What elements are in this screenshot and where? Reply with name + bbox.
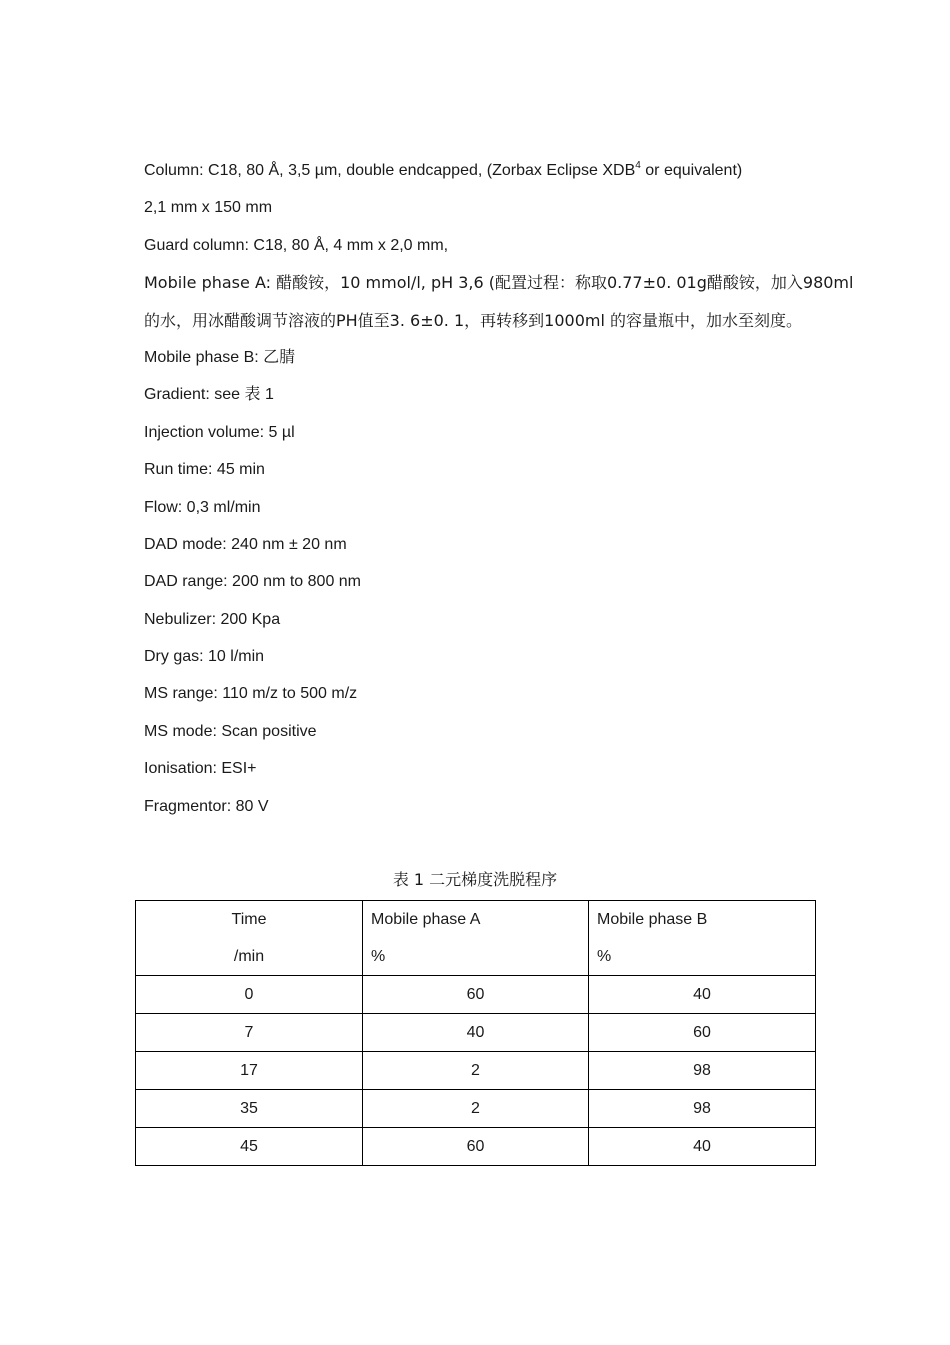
method-parameters	[144, 152, 854, 825]
cell-time: 45	[136, 1128, 363, 1166]
header-mobile-phase-b-unit: %	[597, 948, 612, 965]
param-column-text: Column: C18, 80 Å, 3,5 µm, double endcapped, (Zorbax Eclipse XDB	[144, 162, 636, 179]
param-nebulizer: Nebulizer: 200 Kpa	[144, 610, 281, 628]
param-mobile-phase-b: Mobile phase B: 乙腈	[144, 348, 296, 366]
param-column	[144, 152, 824, 189]
cell-mobile-phase-a: 40	[363, 1014, 589, 1052]
cell-time: 35	[136, 1090, 363, 1128]
cell-mobile-phase-a: 60	[363, 976, 589, 1014]
header-mobile-phase-b-label: Mobile phase B	[597, 911, 708, 928]
header-mobile-phase-a-unit: %	[371, 948, 386, 965]
cell-mobile-phase-b: 60	[589, 1014, 816, 1052]
table-row	[136, 1128, 816, 1166]
table-header-row	[136, 901, 816, 976]
table-caption: 表 1 二元梯度洗脱程序	[392, 870, 558, 889]
param-ms-mode: MS mode: Scan positive	[144, 722, 317, 740]
param-dad-range: DAD range: 200 nm to 800 nm	[144, 573, 362, 591]
cell-mobile-phase-b: 40	[589, 976, 816, 1014]
footnote-ref: 4	[635, 160, 641, 171]
param-dimensions: 2,1 mm x 150 mm	[144, 199, 273, 217]
table-row	[136, 1052, 816, 1090]
header-mobile-phase-a	[363, 901, 589, 976]
table-row	[136, 976, 816, 1014]
param-dry-gas: Dry gas: 10 l/min	[144, 648, 265, 666]
gradient-table	[135, 900, 816, 1166]
cell-mobile-phase-a: 60	[363, 1128, 589, 1166]
param-guard-column: Guard column: C18, 80 Å, 4 mm x 2,0 mm,	[144, 236, 449, 254]
header-mobile-phase-a-label: Mobile phase A	[371, 911, 481, 928]
cell-time: 0	[136, 976, 363, 1014]
param-gradient: Gradient: see 表 1	[144, 386, 274, 404]
cell-mobile-phase-a: 2	[363, 1052, 589, 1090]
cell-mobile-phase-b: 98	[589, 1052, 816, 1090]
cell-mobile-phase-b: 40	[589, 1128, 816, 1166]
param-ionisation: Ionisation: ESI+	[144, 760, 257, 778]
param-column-tail: or equivalent)	[640, 162, 743, 179]
header-time-label: Time	[231, 911, 267, 928]
header-mobile-phase-b	[589, 901, 816, 976]
param-flow: Flow: 0,3 ml/min	[144, 498, 261, 516]
table-row	[136, 1090, 816, 1128]
table-row	[136, 1014, 816, 1052]
param-fragmentor: Fragmentor: 80 V	[144, 797, 269, 815]
header-time	[136, 901, 363, 976]
cell-mobile-phase-a: 2	[363, 1090, 589, 1128]
param-injection-volume: Injection volume: 5 µl	[144, 423, 295, 441]
cell-time: 17	[136, 1052, 363, 1090]
cell-mobile-phase-b: 98	[589, 1090, 816, 1128]
cell-time: 7	[136, 1014, 363, 1052]
param-mobile-phase-a-continued: 的水，用冰醋酸调节溶液的PH值至3. 6±0. 1，再转移到1000ml 的容量瓶中，加水至刻度。	[144, 310, 802, 330]
param-ms-range: MS range: 110 m/z to 500 m/z	[144, 685, 358, 703]
param-dad-mode: DAD mode: 240 nm ± 20 nm	[144, 535, 347, 553]
param-mobile-phase-a: Mobile phase A: 醋酸铵，10 mmol/l, pH 3,6 (配置过程：称取0.77±0. 01g醋酸铵，加入980ml	[144, 273, 854, 293]
header-time-unit: /min	[233, 948, 265, 965]
param-run-time: Run time: 45 min	[144, 461, 265, 479]
